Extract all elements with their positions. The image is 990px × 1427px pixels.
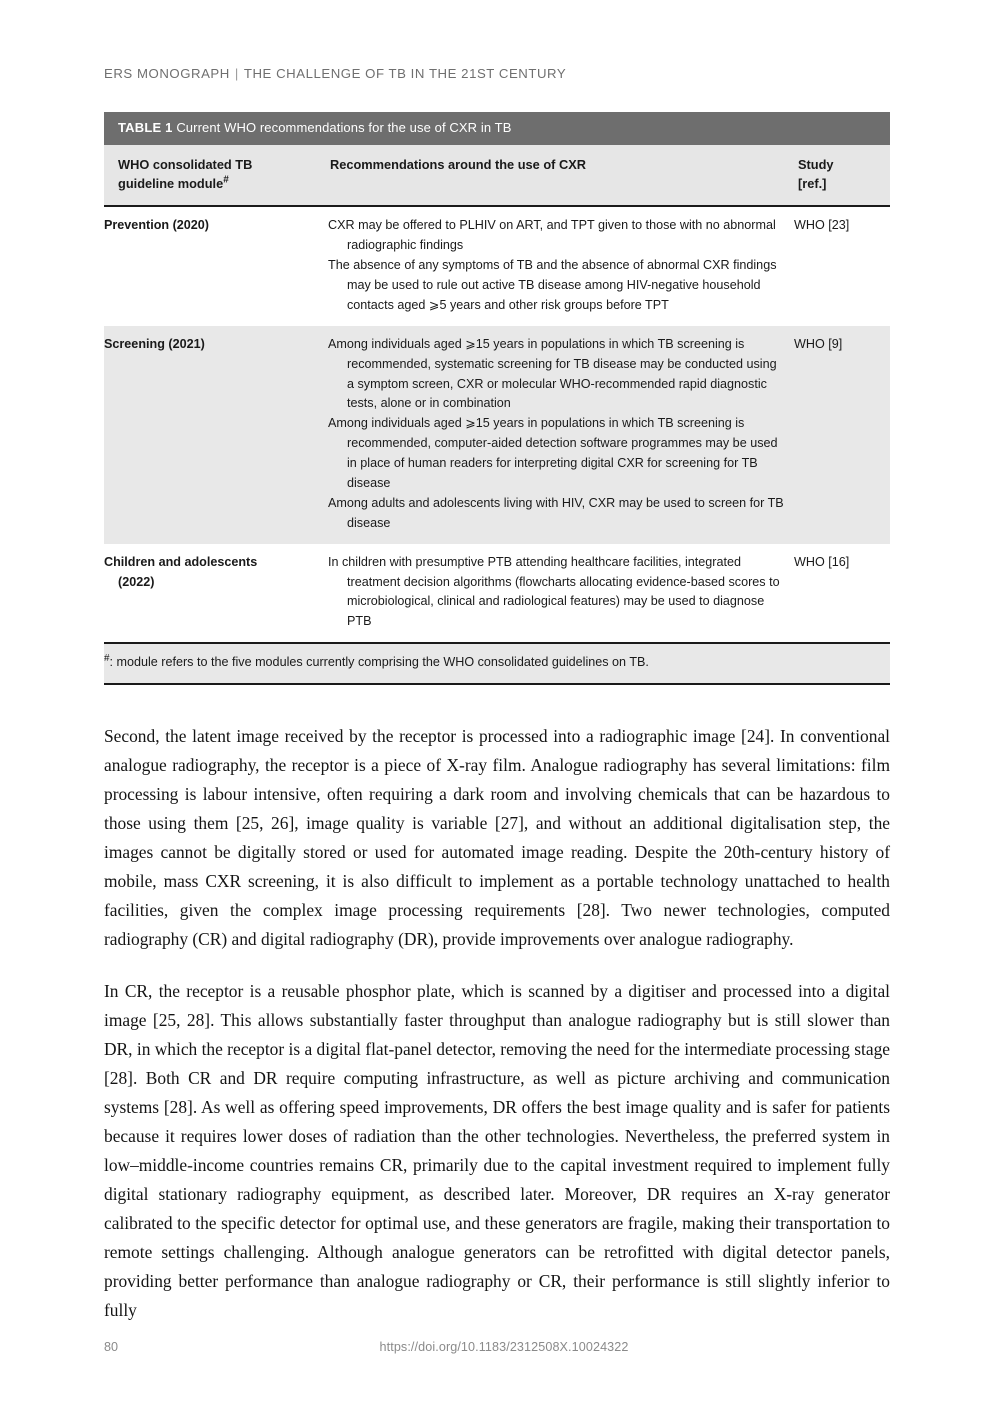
recommendation-item: The absence of any symptoms of TB and the absence of abnormal CXR findings may be used to rule out active TB disease among HIV-negative household contacts aged ⩾5 years and other risk groups before TPT: [328, 258, 777, 312]
cell-recommendations: [328, 326, 794, 544]
cell-study: WHO [23]: [794, 206, 890, 325]
cell-module-line1: Children and adolescents: [104, 554, 258, 569]
column-header-module-line1: WHO consolidated TB: [118, 157, 253, 173]
column-header-module: [104, 145, 328, 206]
table-head: [104, 145, 890, 206]
cell-recommendations: [328, 544, 794, 644]
table-footnote-row: [104, 643, 890, 684]
running-head: [104, 66, 566, 81]
cell-module-line2: (2022): [118, 574, 155, 589]
column-header-recommendations: Recommendations around the use of CXR: [328, 145, 794, 206]
column-header-study-line1: Study: [798, 157, 834, 173]
cell-footnote: [104, 643, 890, 684]
table-caption-label: TABLE 1: [118, 120, 173, 135]
running-head-title: THE CHALLENGE OF TB IN THE 21ST CENTURY: [243, 66, 567, 81]
table-body: [104, 206, 890, 684]
cell-module: [104, 326, 328, 544]
table-row: [104, 206, 890, 325]
cell-module-line1: Screening (2021): [104, 336, 205, 351]
table-row: [104, 326, 890, 544]
column-header-module-line2: guideline module: [118, 175, 224, 191]
body-paragraph: Second, the latent image received by the receptor is processed into a radiographic image [24]. In conventional analogue radiography, the receptor is a piece of X-ray film. Analogue radiography has several limitations: film processing is labour intensive, often requiring a dark room and involving chemicals that can be hazardous to those using them [25, 26], image quality is variable [27], and without an additional digitalisation step, the images cannot be digitally stored or used for automated image reading. Despite the 20th-century history of mobile, mass CXR screening, it is also difficult to implement as a portable technology unattached to health facilities, given the complex image processing requirements [28]. Two newer technologies, computed radiography (CR) and digital radiography (DR), provide improvements over analogue radiography.: [104, 726, 890, 950]
cell-module-line1: Prevention (2020): [104, 218, 209, 233]
recommendation-item: Among individuals aged ⩾15 years in populations in which TB screening is recommended, computer-aided detection software programmes may be used in place of human readers for interpreting digital CXR for screening for TB disease: [328, 416, 778, 491]
cell-module: [104, 544, 328, 644]
table-row: [104, 544, 890, 644]
running-head-separator: |: [234, 66, 239, 81]
cell-study: WHO [16]: [794, 544, 890, 644]
page-footer: [104, 1340, 890, 1354]
recommendations-table: [104, 145, 890, 685]
footnote-marker: #: [104, 653, 110, 665]
table-header-row: [104, 145, 890, 206]
footnote-text: : module refers to the five modules currently comprising the WHO consolidated guidelines on TB.: [109, 655, 649, 670]
body-paragraph: In CR, the receptor is a reusable phosphor plate, which is scanned by a digitiser and processed into a digital image [25, 28]. This allows substantially faster throughput than analogue radiography but is still slower than DR, in which the receptor is a digital flat-panel detector, removing the need for the intermediate processing stage [28]. Both CR and DR require computing infrastructure, as well as picture archiving and communication systems [28]. As well as offering speed improvements, DR offers the best image quality and is safer for patients because it requires lower doses of radiation than the other technologies. Nevertheless, the preferred system in low–middle-income countries remains CR, primarily due to the capital investment required to implement fully digital stationary radiography equipment, as described later. Moreover, DR requires an X-ray generator calibrated to the specific detector for optimal use, and these generators are fragile, making their transportation to remote settings challenging. Although analogue generators can be retrofitted with digital detector panels, providing better performance than analogue radiography or CR, their performance is still slightly inferior to fully: [104, 980, 890, 1321]
table-caption-text: Current WHO recommendations for the use of CXR in TB: [172, 120, 512, 135]
body-text: [104, 722, 890, 1325]
running-head-publication: ERS MONOGRAPH: [104, 66, 230, 81]
table-caption: [104, 112, 890, 145]
column-header-study: [794, 145, 890, 206]
page-number: 80: [104, 1340, 119, 1354]
column-header-module-marker: #: [223, 174, 229, 186]
column-header-study-line2: [ref.]: [798, 175, 827, 191]
cell-recommendations: [328, 206, 794, 325]
recommendation-item: In children with presumptive PTB attending healthcare facilities, integrated treatment decision algorithms (flowcharts allocating evidence-based scores to microbiological, clinical and radiological features) may be used to diagnose PTB: [328, 554, 780, 629]
recommendation-item: Among adults and adolescents living with HIV, CXR may be used to screen for TB disease: [328, 495, 784, 530]
recommendation-item: Among individuals aged ⩾15 years in populations in which TB screening is recommended, systematic screening for TB disease may be conducted using a symptom screen, CXR or molecular WHO-recommended rapid diagnostic tests, alone or in combination: [328, 336, 777, 411]
doi-link[interactable]: https://doi.org/10.1183/2312508X.10024322: [379, 1340, 629, 1354]
table-1: [104, 112, 890, 685]
cell-study: WHO [9]: [794, 326, 890, 544]
cell-module: [104, 206, 328, 325]
recommendation-item: CXR may be offered to PLHIV on ART, and TPT given to those with no abnormal radiographic findings: [328, 218, 776, 253]
